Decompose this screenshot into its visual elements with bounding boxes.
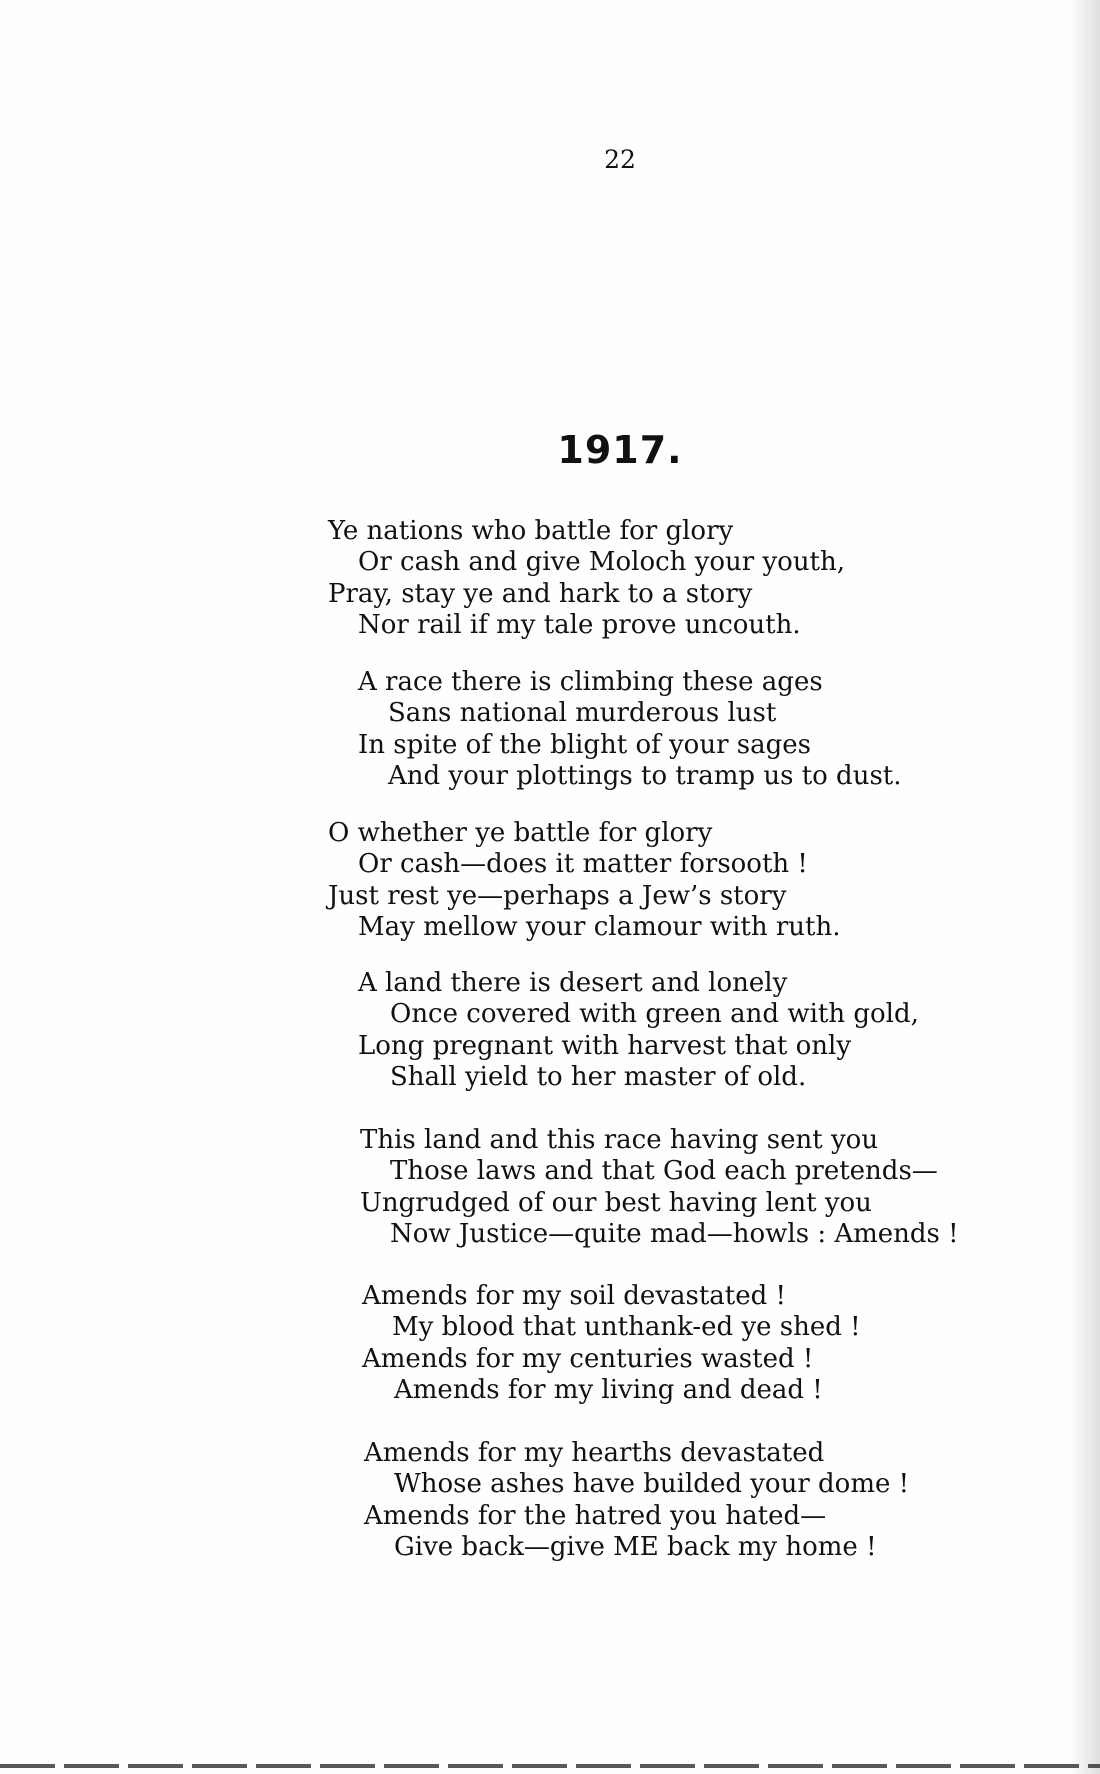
- poem-line: Or cash—does it matter forsooth !: [358, 849, 808, 879]
- poem-line: Amends for my centuries wasted !: [362, 1344, 814, 1374]
- poem-line: O whether ye battle for glory: [328, 818, 713, 848]
- poem-line: This land and this race having sent you: [360, 1125, 879, 1155]
- poem-line: Long pregnant with harvest that only: [358, 1031, 852, 1061]
- poem-line: And your plottings to tramp us to dust.: [388, 761, 902, 791]
- poem-line: Ungrudged of our best having lent you: [360, 1188, 872, 1218]
- poem-line: In spite of the blight of your sages: [358, 730, 811, 760]
- poem-line: Shall yield to her master of old.: [390, 1062, 807, 1092]
- page-bottom-edge: [0, 1764, 1100, 1768]
- poem-line: Amends for my soil devastated !: [362, 1281, 786, 1311]
- poem-line: Now Justice—quite mad—howls : Amends !: [390, 1219, 959, 1249]
- poem-line: My blood that unthank-ed ye shed !: [392, 1312, 861, 1342]
- poem-line: A land there is desert and lonely: [358, 968, 788, 998]
- poem-line: Those laws and that God each pretends—: [390, 1156, 938, 1186]
- poem-line: Pray, stay ye and hark to a story: [328, 579, 753, 609]
- poem-line: Give back—give ME back my home !: [394, 1532, 877, 1562]
- page-number: 22: [604, 145, 636, 174]
- poem-line: Just rest ye—perhaps a Jew’s story: [328, 881, 787, 911]
- poem-line: May mellow your clamour with ruth.: [358, 912, 841, 942]
- poem-line: A race there is climbing these ages: [358, 667, 823, 697]
- poem-line: Nor rail if my tale prove uncouth.: [358, 610, 801, 640]
- poem-line: Amends for my hearths devastated: [364, 1438, 825, 1468]
- poem-line: Once covered with green and with gold,: [390, 999, 919, 1029]
- poem-line: Ye nations who battle for glory: [328, 516, 734, 546]
- poem-line: Whose ashes have builded your dome !: [394, 1469, 910, 1499]
- poem-line: Or cash and give Moloch your youth,: [358, 547, 846, 577]
- poem-line: Amends for my living and dead !: [394, 1375, 823, 1405]
- poem-line: Amends for the hatred you hated—: [364, 1501, 827, 1531]
- poem-title: 1917.: [557, 428, 683, 472]
- poem-line: Sans national murderous lust: [388, 698, 777, 728]
